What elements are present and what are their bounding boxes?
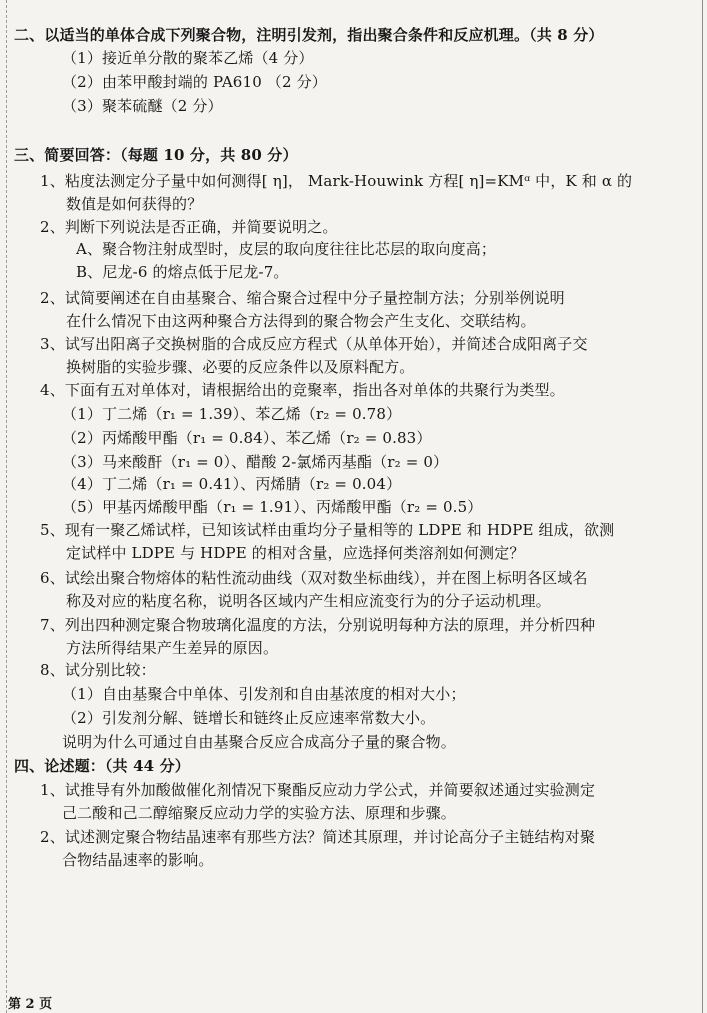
right-page-edge — [702, 0, 703, 1013]
q3-2-line-1: 2、判断下列说法是否正确，并简要说明之。 — [40, 218, 338, 236]
page-number: 第 2 页 — [8, 997, 53, 1012]
q3-4-pair-4: （4）丁二烯（r₁ = 0.41）、丙烯腈（r₂ = 0.04） — [62, 475, 402, 493]
q3-4-pair-5: （5）甲基丙烯酸甲酯（r₁ = 1.91）、丙烯酸甲酯（r₂ = 0.5） — [62, 498, 483, 516]
q3-8-conclusion: 说明为什么可通过自由基聚合反应合成高分子量的聚合物。 — [62, 733, 456, 751]
q3-5-line-2: 定试样中 LDPE 与 HDPE 的相对含量，应选择何类溶剂如何测定？ — [66, 544, 525, 562]
q3-3-line-1: 3、试写出阳离子交换树脂的合成反应方程式（从单体开始），并简述合成阳离子交 — [40, 335, 588, 353]
q3-2-statement-a: A、聚合物注射成型时，皮层的取向度往往比芯层的取向度高； — [76, 240, 497, 258]
q4-1-line-1: 1、试推导有外加酸做催化剂情况下聚酯反应动力学公式，并简要叙述通过实验测定 — [40, 781, 596, 799]
section2-item-1: （1）接近单分散的聚苯乙烯（4 分） — [62, 49, 314, 67]
q3-2b-line-1: 2、试简要阐述在自由基聚合、缩合聚合过程中分子量控制方法；分别举例说明 — [40, 289, 565, 307]
q3-1-line-2: 数值是如何获得的？ — [66, 195, 203, 213]
q3-2-statement-b: B、尼龙-6 的熔点低于尼龙-7。 — [76, 263, 289, 281]
q3-6-line-2: 称及对应的粘度名称，说明各区域内产生相应流变行为的分子运动机理。 — [66, 592, 551, 610]
q3-6-line-1: 6、试绘出聚合物熔体的粘性流动曲线（双对数坐标曲线），并在图上标明各区域名 — [40, 569, 588, 587]
q3-8-item-2: （2）引发剂分解、链增长和链终止反应速率常数大小。 — [62, 709, 436, 727]
q3-4-line-1: 4、下面有五对单体对，请根据给出的竞聚率，指出各对单体的共聚行为类型。 — [40, 381, 565, 399]
q3-8-line-1: 8、试分别比较： — [40, 661, 156, 679]
q3-4-pair-3: （3）马来酸酐（r₁ = 0）、醋酸 2-氯烯丙基酯（r₂ = 0） — [62, 453, 449, 471]
q3-1-line-1: 1、粘度法测定分子量中如何测得[ η]， Mark-Houwink 方程[ η]=KMᵅ 中，K 和 α 的 — [40, 172, 633, 190]
q3-4-pair-2: （2）丙烯酸甲酯（r₁ = 0.84）、苯乙烯（r₂ = 0.83） — [62, 429, 432, 447]
q4-2-line-1: 2、试述测定聚合物结晶速率有那些方法？简述其原理，并讨论高分子主链结构对聚 — [40, 828, 596, 846]
q3-8-item-1: （1）自由基聚合中单体、引发剂和自由基浓度的相对大小； — [62, 685, 466, 703]
q3-7-line-2: 方法所得结果产生差异的原因。 — [66, 639, 279, 657]
left-cut-edge — [6, 0, 7, 1013]
q3-4-pair-1: （1）丁二烯（r₁ = 1.39）、苯乙烯（r₂ = 0.78） — [62, 405, 402, 423]
q3-2b-line-2: 在什么情况下由这两种聚合方法得到的聚合物会产生支化、交联结构。 — [66, 312, 536, 330]
section3-title: 三、简要回答：（每题 10 分，共 80 分） — [14, 146, 298, 164]
q4-1-line-2: 己二酸和己二醇缩聚反应动力学的实验方法、原理和步骤。 — [62, 804, 456, 822]
section2-title: 二、以适当的单体合成下列聚合物，注明引发剂，指出聚合条件和反应机理。（共 8 分） — [14, 26, 604, 44]
q3-7-line-1: 7、列出四种测定聚合物玻璃化温度的方法，分别说明每种方法的原理，并分析四种 — [40, 616, 596, 634]
section2-item-3: （3）聚苯硫醚（2 分） — [62, 97, 223, 115]
q3-3-line-2: 换树脂的实验步骤、必要的反应条件以及原料配方。 — [66, 358, 415, 376]
section4-title: 四、论述题：（共 44 分） — [14, 757, 190, 775]
section2-item-2: （2）由苯甲酸封端的 PA610 （2 分） — [62, 73, 327, 91]
q3-5-line-1: 5、现有一聚乙烯试样，已知该试样由重均分子量相等的 LDPE 和 HDPE 组成，欲测 — [40, 521, 615, 539]
q4-2-line-2: 合物结晶速率的影响。 — [62, 851, 214, 869]
